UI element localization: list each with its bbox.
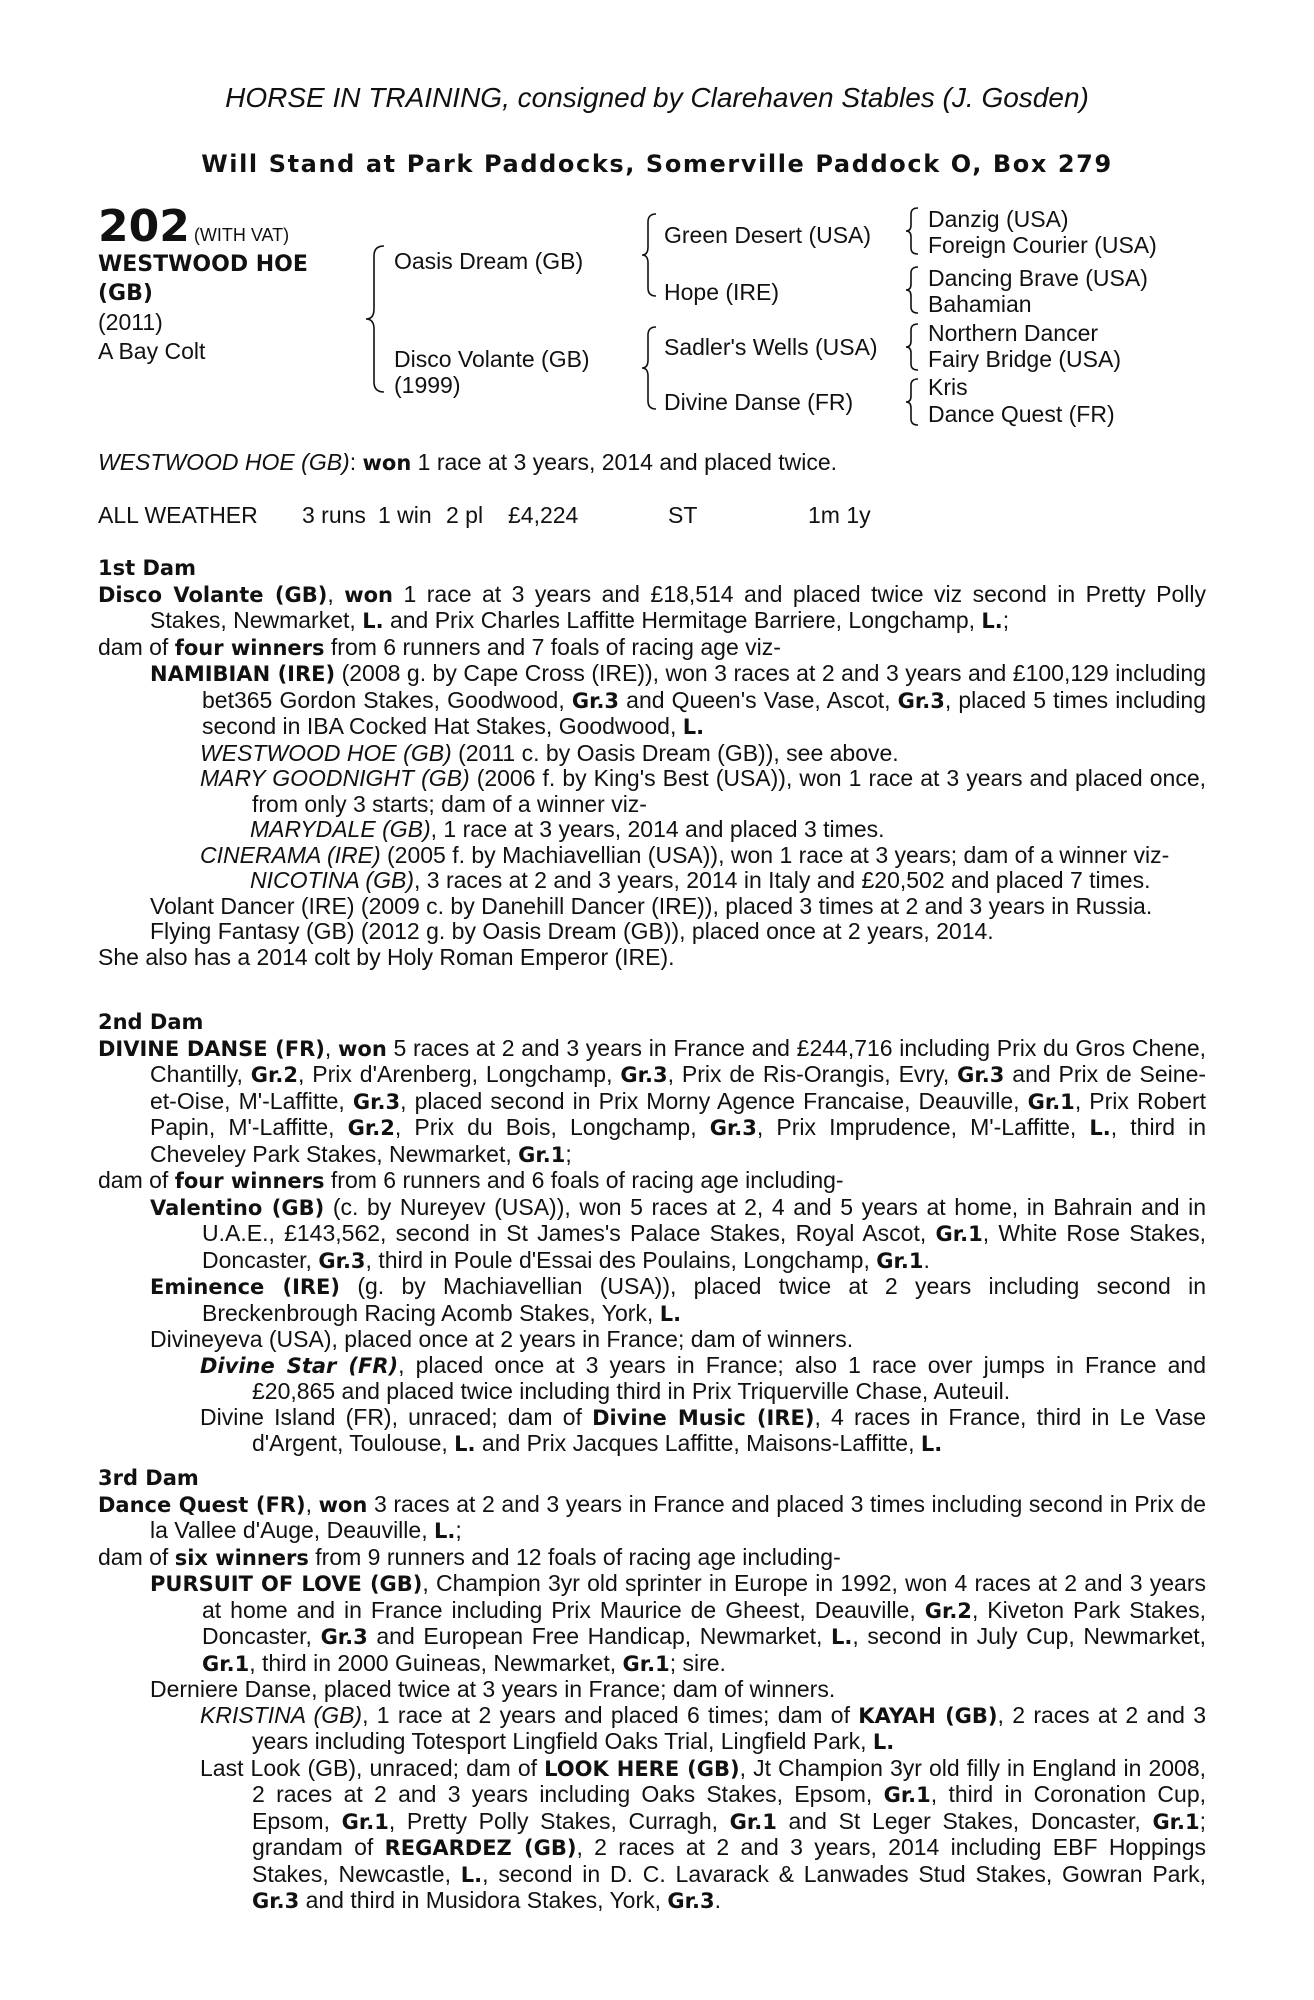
pursuit-name: PURSUIT OF LOVE (GB)	[150, 1572, 423, 1596]
pedigree-brace-g3	[904, 322, 922, 372]
produce-divineisland	[98, 1405, 1206, 1458]
first-dam-text: 1 race at 3 years and £18,514 and placed twice viz second in Pretty Polly Stakes, Newmarket,	[150, 580, 1207, 633]
pedigree-brace-g4	[904, 377, 922, 427]
group-3: Gr.3	[897, 688, 945, 713]
produce-mary	[98, 766, 1206, 817]
ancestor-6: Fairy Bridge (USA)	[928, 346, 1121, 372]
horse-description: A Bay Colt	[98, 338, 206, 364]
ancestor-4: Bahamian	[928, 291, 1032, 317]
lookhere-text: and St Leger Stakes, Doncaster,	[788, 1807, 1141, 1834]
produce-kristina	[98, 1703, 1206, 1756]
first-dam-heading: 1st Dam	[98, 556, 196, 580]
third-dam-record: Dance Quest (FR), won 3 races at 2 and 3 years in France and placed 3 times including second in Prix de la Vallee d'Auge, Deauville, L.;	[98, 1490, 1206, 1543]
first-dam-record: Disco Volante (GB), won 1 race at 3 years and £18,514 and placed twice viz second in Pretty Polly Stakes, Newmarket, L. and Prix Charles Laffitte Hermitage Barriere, Longchamp, L.;	[98, 580, 1207, 633]
listed: L.	[1089, 1116, 1111, 1140]
produce-colt	[98, 945, 1206, 971]
flying-text: Flying Fantasy (GB) (2012 g. by Oasis Dream (GB)), placed once at 2 years, 2014.	[150, 918, 994, 944]
pursuit-text: and European Free Handicap, Newmarket,	[376, 1623, 823, 1649]
produce-marydale	[98, 817, 1206, 843]
dam-sire: Sadler's Wells (USA)	[664, 334, 878, 360]
produce-text: from 6 runners and 6 foals of racing age including-	[330, 1167, 844, 1193]
group-1: Gr.1	[341, 1809, 389, 1834]
second-dam-text: ;	[565, 1140, 572, 1167]
namibian-name: NAMIBIAN (IRE)	[150, 662, 336, 686]
third-dam-won: won	[318, 1492, 368, 1517]
first-dam-text: and Prix Charles Laffitte Hermitage Barriere, Longchamp,	[389, 607, 976, 633]
aw-distance: 1m 1y	[808, 502, 871, 528]
pedigree-brace-g2	[904, 265, 922, 315]
ancestor-2: Foreign Courier (USA)	[928, 232, 1157, 258]
regardez-name: REGARDEZ (GB)	[384, 1836, 577, 1860]
produce-derniere	[98, 1677, 1206, 1703]
group-1: Gr.1	[935, 1222, 983, 1246]
divineisland-text: Divine Island (FR), unraced; dam of	[200, 1403, 582, 1430]
produce-divinestar	[98, 1353, 1206, 1405]
marydale-name: MARYDALE (GB)	[250, 816, 431, 842]
group-1: Gr.1	[876, 1248, 924, 1273]
group-3: Gr.3	[620, 1063, 668, 1087]
dam-of: dam of	[98, 1167, 169, 1193]
listed: L.	[659, 1301, 682, 1326]
second-dam-section	[98, 1010, 1206, 1458]
kayah-text: , 2 races at 2 and 3 years including Totesport Lingfield Oaks Trial, Lingfield Park,	[252, 1701, 1207, 1754]
second-dam-text: , Prix du Bois, Longchamp,	[394, 1114, 697, 1140]
race-summary	[98, 450, 1206, 477]
second-dam-text: , Prix de Ris-Orangis, Evry,	[667, 1061, 950, 1087]
divineyeva-text: Divineyeva (USA), placed once at 2 years in France; dam of winners.	[150, 1326, 854, 1352]
group-3: Gr.3	[252, 1889, 300, 1913]
sire-sire: Green Desert (USA)	[664, 222, 872, 248]
winner-count: six winners	[174, 1545, 309, 1570]
second-dam-text: , third in Cheveley Park Stakes, Newmarket,	[150, 1114, 1207, 1167]
aw-runs: 3 runs	[302, 502, 366, 528]
winner-count: four winners	[174, 1169, 325, 1193]
eminence-name: Eminence (IRE)	[150, 1275, 341, 1299]
cinerama-name: CINERAMA (IRE)	[200, 841, 381, 868]
listed: L.	[362, 609, 384, 633]
nicotina-text: , 3 races at 2 and 3 years, 2014 in Italy and £20,502 and placed 7 times.	[413, 867, 1151, 893]
group-1: Gr.1	[729, 1809, 777, 1834]
dam-year: (1999)	[394, 372, 461, 398]
third-dam-text: 3 races at 2 and 3 years in France and placed 3 times including second in Prix de la Vallee d'Auge, Deauville,	[150, 1490, 1206, 1543]
listed: L.	[920, 1432, 943, 1456]
group-3: Gr.3	[667, 1889, 715, 1913]
produce-text: from 6 runners and 7 foals of racing age viz-	[330, 633, 781, 660]
aw-placed: 2 pl	[446, 502, 484, 528]
first-dam-produce-intro	[98, 635, 1206, 662]
group-2: Gr.2	[250, 1063, 298, 1087]
third-dam-produce-intro	[98, 1545, 1206, 1572]
divinemusic-text: and Prix Jacques Laffitte, Maisons-Laffitte,	[481, 1430, 915, 1456]
produce-valentino	[98, 1195, 1206, 1275]
mary-name: MARY GOODNIGHT (GB)	[200, 765, 470, 791]
namibian-text: (2008 g. by Cape Cross (IRE)), won 3 races at 2 and 3 years and £100,129 including bet365 Gordon Stakes, Goodwood,	[202, 660, 1206, 713]
second-dam-produce-intro	[98, 1168, 1206, 1195]
dam: Disco Volante (GB)	[394, 346, 590, 372]
dam-of: dam of	[98, 633, 169, 660]
valentino-name: Valentino (GB)	[150, 1195, 325, 1220]
aw-label: ALL WEATHER	[98, 502, 258, 528]
group-3: Gr.3	[709, 1116, 757, 1140]
vat-note: (WITH VAT)	[193, 225, 290, 245]
pursuit-text: ; sire.	[669, 1649, 726, 1676]
ancestor-3: Dancing Brave (USA)	[928, 265, 1148, 291]
divinestar-text: , placed once at 3 years in France; also 1 race over jumps in France and £20,865 and placed twice including third in Prix Triquerville Chase, Auteuil.	[252, 1351, 1207, 1404]
produce-lastlook	[98, 1756, 1206, 1915]
lookhere-name: LOOK HERE (GB)	[544, 1756, 740, 1781]
group-3: Gr.3	[571, 688, 620, 713]
second-dam-text: , placed second in Prix Morny Agence Francaise, Deauville,	[400, 1087, 1020, 1114]
winner-count: four winners	[174, 635, 325, 660]
ancestor-1: Danzig (USA)	[928, 206, 1069, 232]
all-weather-record	[98, 503, 1206, 529]
produce-cinerama	[98, 843, 1206, 869]
kristina-name: KRISTINA (GB)	[200, 1701, 363, 1728]
namibian-text: and Queen's Vase, Ascot,	[626, 686, 891, 713]
first-dam-text: ;	[1002, 607, 1010, 633]
divinemusic-name: Divine Music (IRE)	[592, 1405, 815, 1430]
summary-horse-name: WESTWOOD HOE (GB)	[98, 449, 350, 475]
lookhere-text: , third in Coronation Cup, Epsom,	[252, 1781, 1207, 1834]
lookhere-text: ; grandam of	[252, 1807, 1207, 1860]
ancestor-8: Dance Quest (FR)	[928, 401, 1115, 427]
listed: L.	[981, 609, 1003, 633]
period: .	[714, 1887, 721, 1913]
stand-location: Will Stand at Park Paddocks, Somerville Paddock O, Box 279	[201, 150, 1113, 178]
eminence-text: (g. by Machiavellian (USA)), placed twice at 2 years including second in Breckenbrough Racing Acomb Stakes, York,	[202, 1273, 1207, 1326]
divinestar-name: Divine Star (FR)	[200, 1353, 399, 1378]
ancestor-5: Northern Dancer	[928, 320, 1099, 346]
first-dam-won: won	[344, 582, 394, 607]
marydale-text: , 1 race at 3 years, 2014 and placed 3 times.	[430, 816, 885, 842]
pedigree-brace-g1	[904, 206, 922, 256]
group-3: Gr.3	[320, 1625, 368, 1649]
group-2: Gr.2	[924, 1598, 972, 1623]
lot-info	[98, 201, 308, 366]
second-dam-text: , Prix d'Arenberg, Longchamp,	[298, 1061, 613, 1087]
regardez-text: , second in D. C. Lavarack & Lanwades Stud Stakes, Gowran Park,	[482, 1860, 1206, 1887]
group-3: Gr.3	[352, 1089, 401, 1114]
summary-colon: :	[349, 449, 363, 475]
lookhere-text: , Jt Champion 3yr old filly in England in 2008, 2 races at 2 and 3 years including Oaks Stakes, Epsom,	[252, 1754, 1207, 1807]
kayah-name: KAYAH (GB)	[858, 1703, 998, 1728]
listed: L.	[454, 1432, 476, 1456]
aw-wins: 1 win	[378, 502, 432, 528]
listed: L.	[831, 1625, 853, 1649]
horse-country: (GB)	[98, 281, 153, 306]
produce-divineyeva	[98, 1327, 1206, 1353]
produce-nicotina	[98, 868, 1206, 894]
regardez-text: and third in Musidora Stakes, York,	[305, 1887, 662, 1913]
dam-dam: Divine Danse (FR)	[664, 389, 854, 415]
summary-won: won	[362, 451, 412, 475]
sire: Oasis Dream (GB)	[394, 248, 584, 274]
regardez-text: , 2 races at 2 and 3 years, 2014 including EBF Hoppings Stakes, Newcastle,	[252, 1834, 1206, 1887]
period: .	[923, 1246, 930, 1273]
second-dam-name: DIVINE DANSE (FR)	[98, 1036, 325, 1061]
second-dam-text: and Prix de Seine-et-Oise, M'-Laffitte,	[150, 1061, 1207, 1114]
second-dam-record: DIVINE DANSE (FR), won 5 races at 2 and 3 years in France and £244,716 including Prix du Gros Chene, Chantilly, Gr.2, Prix d'Arenberg, Longchamp, Gr.3, Prix de Ris-Orangis, Evry, Gr.3 and Prix de Seine-et-Oise, M'-Laffitte, Gr.3, placed second in Prix Morny Agence Francaise, Deauville, Gr.1, Prix Robert Papin, M'-Laffitte, Gr.2, Prix du Bois, Longchamp, Gr.3, Prix Imprudence, M'-Laffitte, L., third in Cheveley Park Stakes, Newmarket, Gr.1;	[98, 1034, 1207, 1167]
produce-namibian	[98, 661, 1206, 741]
consignor-line: HORSE IN TRAINING, consigned by Clarehaven Stables (J. Gosden)	[225, 82, 1089, 113]
produce-pursuit	[98, 1571, 1206, 1677]
produce-eminence	[98, 1274, 1206, 1327]
pursuit-text: , second in July Cup, Newmarket,	[852, 1623, 1207, 1649]
group-1: Gr.1	[202, 1651, 250, 1676]
listed: L.	[460, 1862, 483, 1887]
listed: L.	[872, 1730, 895, 1754]
summary-text: 1 race at 3 years, 2014 and placed twice.	[417, 449, 838, 475]
horse-name: WESTWOOD HOE	[98, 252, 308, 277]
lot-number: 202	[98, 201, 190, 252]
group-3: Gr.3	[318, 1248, 366, 1273]
pedigree-brace-main	[364, 244, 388, 394]
first-dam-name: Disco Volante (GB)	[98, 582, 328, 607]
produce-flying	[98, 919, 1206, 945]
group-1: Gr.1	[883, 1783, 931, 1807]
pursuit-text: , Kiveton Park Stakes, Doncaster,	[202, 1596, 1206, 1649]
sire-dam: Hope (IRE)	[664, 279, 780, 305]
listed: L.	[433, 1519, 456, 1543]
derniere-text: Derniere Danse, placed twice at 3 years in France; dam of winners.	[150, 1676, 836, 1702]
second-dam-text: 5 races at 2 and 3 years in France and £244,716 including Prix du Gros Chene, Chantilly,	[150, 1034, 1207, 1087]
lookhere-text: , Pretty Polly Stakes, Curragh,	[388, 1807, 718, 1834]
third-dam-text: ;	[455, 1517, 462, 1543]
pedigree-brace-dam	[640, 325, 660, 411]
produce-text: from 9 runners and 12 foals of racing age including-	[315, 1543, 841, 1570]
group-3: Gr.3	[957, 1063, 1005, 1087]
valentino-text: , third in Poule d'Essai des Poulains, Longchamp,	[365, 1246, 870, 1273]
valentino-text: , White Rose Stakes, Doncaster,	[202, 1220, 1207, 1273]
foaling-year: (2011)	[98, 309, 163, 335]
colt-text: She also has a 2014 colt by Holy Roman Emperor (IRE).	[98, 943, 675, 970]
third-dam-heading: 3rd Dam	[98, 1466, 199, 1490]
pursuit-text: , third in 2000 Guineas, Newmarket,	[249, 1649, 617, 1676]
third-dam-name: Dance Quest (FR)	[98, 1492, 306, 1517]
pursuit-text: , Champion 3yr old sprinter in Europe in 1992, won 4 races at 2 and 3 years at home and in France including Prix Maurice de Gheest, Deauville,	[202, 1570, 1206, 1623]
aw-going: ST	[668, 502, 698, 528]
cinerama-text: (2005 f. by Machiavellian (USA)), won 1 race at 3 years; dam of a winner viz-	[387, 841, 1170, 868]
produce-westwood	[98, 741, 1206, 767]
third-dam-section	[98, 1466, 1206, 1915]
group-1: Gr.1	[622, 1651, 670, 1676]
divinemusic-text: , 4 races in France, third in Le Vase d'Argent, Toulouse,	[252, 1403, 1206, 1456]
listed: L.	[682, 715, 705, 739]
mary-text: (2006 f. by King's Best (USA)), won 1 race at 3 years and placed once, from only 3 starts; dam of a winner viz-	[252, 765, 1207, 817]
westwood-name: WESTWOOD HOE (GB)	[200, 739, 452, 766]
dam-of: dam of	[98, 1543, 169, 1570]
group-2: Gr.2	[347, 1116, 395, 1140]
group-1: Gr.1	[1152, 1809, 1200, 1834]
westwood-text: (2011 c. by Oasis Dream (GB)), see above.	[458, 739, 899, 766]
first-dam-section	[98, 556, 1206, 970]
group-1: Gr.1	[518, 1142, 566, 1167]
volant-text: Volant Dancer (IRE) (2009 c. by Danehill Dancer (IRE)), placed 3 times at 2 and 3 years in Russia.	[150, 892, 1153, 919]
second-dam-heading: 2nd Dam	[98, 1010, 204, 1034]
second-dam-won: won	[338, 1036, 387, 1061]
lastlook-text: Last Look (GB), unraced; dam of	[200, 1754, 538, 1781]
aw-earnings: £4,224	[508, 502, 579, 528]
nicotina-name: NICOTINA (GB)	[250, 867, 414, 893]
pedigree-brace-sire	[640, 212, 660, 298]
second-dam-text: , Prix Imprudence, M'-Laffitte,	[756, 1114, 1077, 1140]
kristina-text: , 1 race at 2 years and placed 6 times; dam of	[362, 1701, 850, 1728]
second-dam-text: , Prix Robert Papin, M'-Laffitte,	[150, 1087, 1206, 1140]
produce-volant	[98, 894, 1206, 920]
namibian-text: , placed 5 times including second in IBA Cocked Hat Stakes, Goodwood,	[202, 686, 1207, 739]
group-1: Gr.1	[1027, 1089, 1075, 1114]
ancestor-7: Kris	[928, 374, 968, 400]
valentino-text: (c. by Nureyev (USA)), won 5 races at 2, 4 and 5 years at home, in Bahrain and in U.A.E., £143,562, second in St James's Palace Stakes, Royal Ascot,	[202, 1193, 1206, 1246]
